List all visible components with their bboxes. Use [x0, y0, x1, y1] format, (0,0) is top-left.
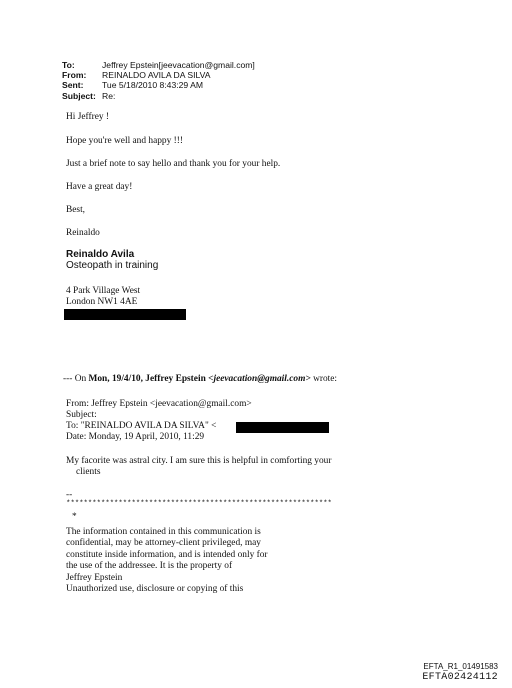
quoted-from: From: Jeffrey Epstein <jeevacation@gmail.com>: [66, 399, 252, 409]
signature-name: Reinaldo Avila: [66, 249, 135, 260]
footer-reference-2: EFTA02424112: [422, 672, 498, 683]
subject-row: [62, 91, 255, 101]
signature-dashes: --: [66, 490, 73, 500]
sent-label: Sent:: [62, 80, 84, 91]
quoted-date: Mon, 19/4/10, Jeffrey Epstein: [88, 374, 209, 384]
sent-row: [62, 80, 255, 90]
email-header: [62, 60, 255, 101]
subject-value: Re:: [102, 90, 116, 101]
disclaimer-star: *: [72, 512, 77, 522]
address-line-2: London NW1 4AE: [66, 297, 138, 307]
from-value: REINALDO AVILA DA SILVA: [102, 70, 211, 81]
from-label: From:: [62, 70, 87, 81]
subject-label: Subject:: [62, 90, 96, 101]
quoted-date-line: Date: Monday, 19 April, 2010, 11:29: [66, 432, 205, 442]
quoted-email: <jeevacation@gmail.com>: [208, 374, 311, 384]
disclaimer: [66, 527, 268, 595]
redaction-box: [236, 422, 329, 433]
quoted-header: [63, 374, 337, 384]
disclaimer-line-6: Unauthorized use, disclosure or copying of this: [66, 584, 244, 595]
disclaimer-line-4: the use of the addressee. It is the property of: [66, 561, 233, 572]
quoted-prefix: --- On: [63, 374, 89, 384]
greeting: Hi Jeffrey !: [66, 112, 110, 122]
sender-first-name: Reinaldo: [66, 228, 100, 238]
message-line-1: Hope you're well and happy !!!: [66, 136, 184, 146]
disclaimer-line-5: Jeffrey Epstein: [66, 572, 123, 583]
signature-title: Osteopath in training: [66, 260, 159, 271]
quoted-body-1: My facorite was astral city. I am sure this is helpful in comforting your: [66, 456, 332, 466]
disclaimer-stars: *************************************************************: [66, 500, 332, 508]
disclaimer-line-2: confidential, may be attorney-client privileged, may: [66, 538, 261, 549]
quoted-suffix: wrote:: [310, 374, 338, 384]
to-label: To:: [62, 60, 75, 70]
disclaimer-line-1: The information contained in this communication is: [66, 527, 261, 537]
quoted-body-2: clients: [76, 467, 101, 477]
disclaimer-line-3: constitute inside information, and is intended only for: [66, 549, 268, 560]
closing: Best,: [66, 205, 86, 215]
message-line-3: Have a great day!: [66, 182, 133, 192]
footer-reference-1: EFTA_R1_01491583: [423, 662, 498, 671]
address-line-1: 4 Park Village West: [66, 286, 141, 296]
to-value: Jeffrey Epstein[jeevacation@gmail.com]: [102, 60, 255, 70]
message-line-2: Just a brief note to say hello and thank you for your help.: [66, 159, 281, 169]
sent-value: Tue 5/18/2010 8:43:29 AM: [102, 80, 203, 91]
to-row: [62, 60, 255, 70]
from-row: [62, 70, 255, 80]
quoted-subject: Subject:: [66, 410, 97, 420]
quoted-to: To: "REINALDO AVILA DA SILVA" <: [66, 421, 217, 431]
redaction-box: [64, 309, 186, 320]
